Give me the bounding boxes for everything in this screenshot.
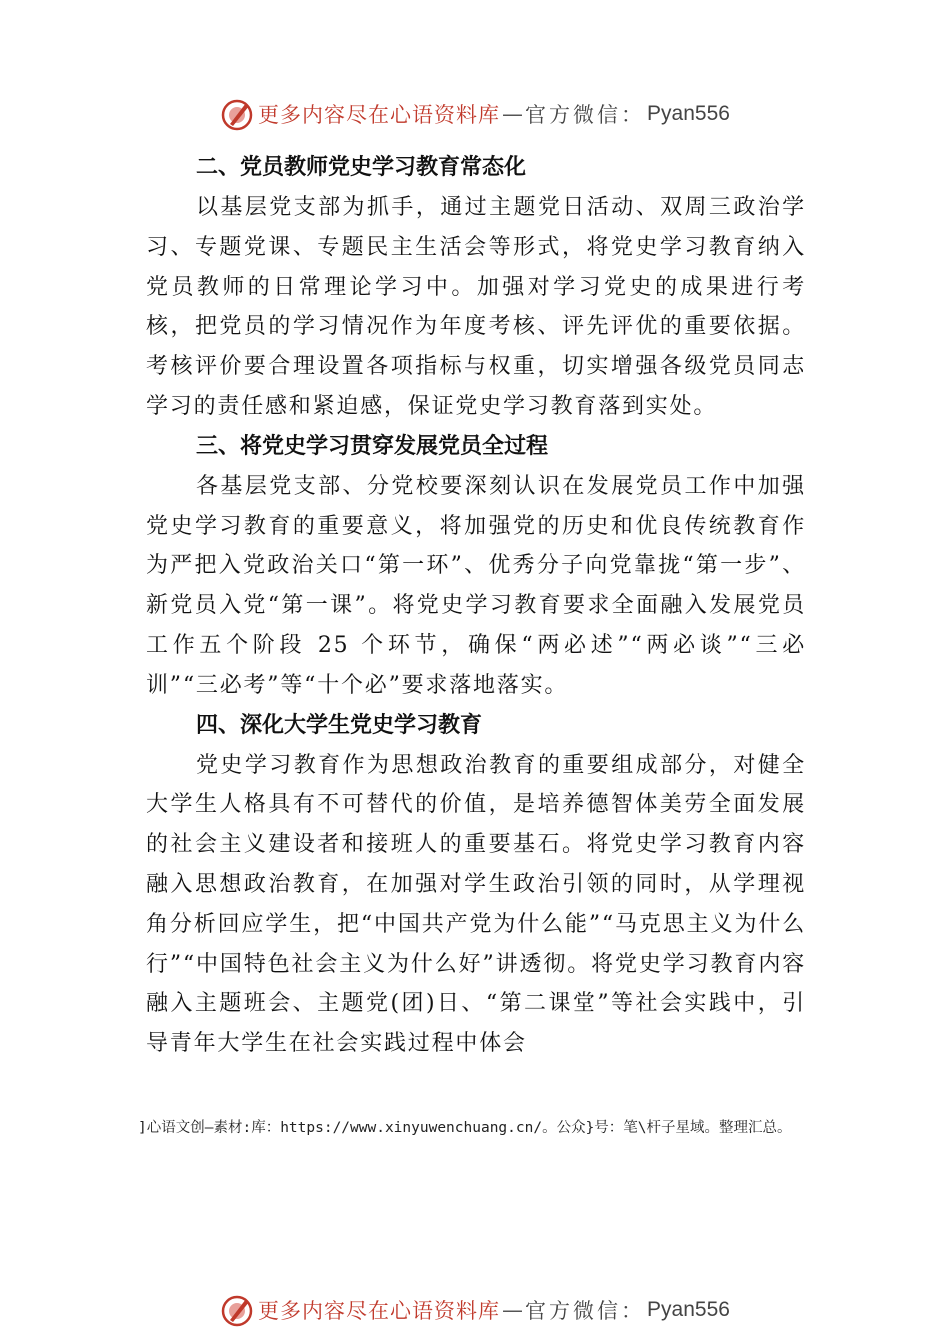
banner-wechat-label: 官方微信：	[525, 1299, 646, 1323]
brand-logo-icon	[220, 1293, 254, 1327]
banner-separator: —	[502, 1298, 524, 1322]
banner-separator: —	[502, 102, 524, 126]
banner-wechat-id: Pyan556	[647, 102, 730, 125]
brand-logo-icon	[220, 97, 254, 131]
section-paragraph: 党史学习教育作为思想政治教育的重要组成部分，对健全大学生人格具有不可替代的价值，是培养德智体美劳全面发展的社会主义建设者和接班人的重要基石。将党史学习教育内容融入思想政治教育，在加强对学生政治引领的同时，从学理视角分析回应学生，把“中国共产党为什么能”“马克思主义为什么行”“中国特色社会主义为什么好”讲透彻。将党史学习教育内容融入主题班会、主题党(团)日、“第二课堂”等社会实践中，引导青年大学生在社会实践过程中体会	[146, 752, 806, 1057]
section-heading: 二、党员教师党史学习教育常态化	[196, 155, 527, 180]
document-body	[146, 148, 806, 1064]
section-paragraph: 各基层党支部、分党校要深刻认识在发展党员工作中加强党史学习教育的重要意义，将加强党的历史和优良传统教育作为严把入党政治关口“第一环”、优秀分子向党靠拢“第一步”、新党员入党“第一课”。将党史学习教育要求全面融入发展党员工作五个阶段 25 个环节，确保“两必述”“两必谈”“三必训”“三必考”等“十个必”要求落地落实。	[146, 473, 806, 698]
banner-title: 更多内容尽在心语资料库	[258, 103, 501, 127]
footer-banner	[0, 1290, 950, 1330]
section-heading: 四、深化大学生党史学习教育	[196, 712, 483, 738]
source-footnote: ]心语文创—素材:库：https://www.xinyuwenchuang.cn/。公众}号：笔\杆子星域。整理汇总。	[138, 1120, 792, 1136]
banner-wechat-label: 官方微信：	[525, 103, 646, 127]
header-banner	[0, 94, 950, 134]
banner-title: 更多内容尽在心语资料库	[258, 1299, 501, 1323]
section-paragraph: 以基层党支部为抓手，通过主题党日活动、双周三政治学习、专题党课、专题民主生活会等形式，将党史学习教育纳入党员教师的日常理论学习中。加强对学习党史的成果进行考核，把党员的学习情况作为年度考核、评先评优的重要依据。考核评价要合理设置各项指标与权重，切实增强各级党员同志学习的责任感和紧迫感，保证党史学习教育落到实处。	[146, 195, 806, 419]
section-heading: 三、将党史学习贯穿发展党员全过程	[196, 433, 549, 459]
banner-wechat-id: Pyan556	[647, 1298, 730, 1321]
